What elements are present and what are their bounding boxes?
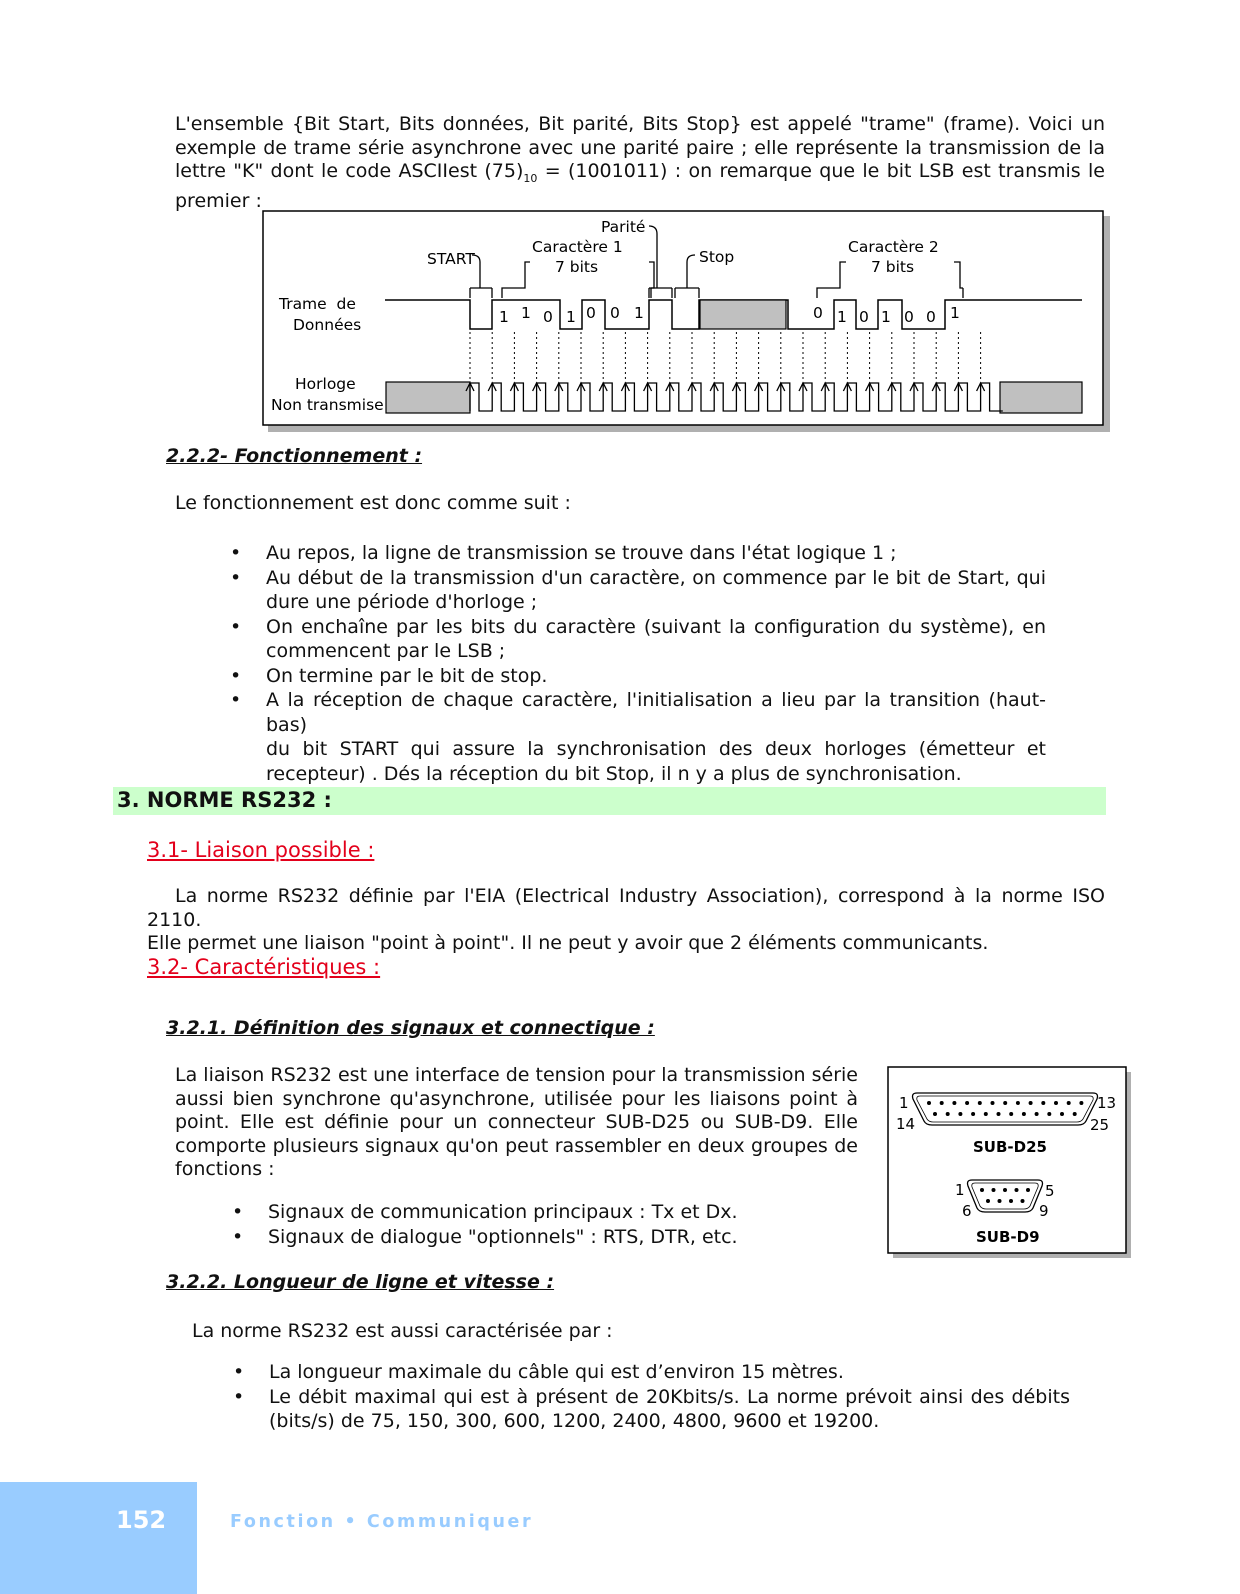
ascii-subscript: 10	[523, 171, 538, 185]
bullet-icon: •	[230, 542, 242, 564]
bullet-text: La longueur maximale du câble qui est d’environ 15 mètres.	[269, 1361, 844, 1383]
heading-3-2-2: 3.2.2. Longueur de ligne et vitesse :	[166, 1271, 555, 1293]
bullet-text: Signaux de communication principaux : Tx et Dx.	[268, 1201, 738, 1223]
liaison-line-2: Elle permet une liaison "point à point". Il ne peut y avoir que 2 éléments communicants.	[147, 932, 989, 954]
bullet-text: recepteur) . Dés la réception du bit Stop, il n y a plus de synchronisation.	[266, 762, 962, 785]
list-item	[233, 1360, 1070, 1385]
label-caractere-1-bits: 7 bits	[555, 258, 599, 276]
list-item	[230, 566, 1046, 615]
bullet-text: Au repos, la ligne de transmission se trouve dans l'état logique 1 ;	[266, 542, 897, 564]
pin-dot	[1073, 1112, 1077, 1116]
bullet-text: dure une période d'horloge ;	[266, 591, 538, 613]
bit1-2: 0	[543, 308, 553, 326]
list-item	[230, 664, 1046, 689]
heading-3-1: 3.1- Liaison possible :	[147, 838, 375, 862]
pin-dot	[927, 1101, 931, 1105]
intro-line-3	[175, 160, 1105, 190]
label-parite: Parité	[601, 218, 646, 236]
intro-line-3-b: = (1001011) : on remarque que le bit LSB est transmis le	[537, 160, 1105, 182]
pin-dot	[1021, 1199, 1025, 1203]
label-caractere-2: Caractère 2	[848, 238, 939, 256]
sub-d25-shell	[913, 1093, 1098, 1125]
bullet-icon: •	[230, 615, 242, 638]
bit1-4: 0	[586, 304, 596, 322]
section-3-title: 3. NORME RS232 :	[117, 788, 332, 812]
bullet-text: Signaux de dialogue "optionnels" : RTS, DTR, etc.	[268, 1225, 738, 1248]
pin-dot	[1009, 1112, 1013, 1116]
pin-dot	[1016, 1101, 1020, 1105]
list-item	[232, 1225, 828, 1250]
fonctionnement-intro: Le fonctionnement est donc comme suit :	[175, 492, 571, 514]
bullet-icon: •	[230, 566, 242, 589]
liaison-paragraph	[147, 885, 1105, 956]
bit2-6: 1	[950, 304, 960, 322]
fonctionnement-list	[230, 541, 1046, 786]
bullet-icon: •	[230, 689, 242, 711]
pin-dot	[1054, 1101, 1058, 1105]
d25-pin-25: 25	[1090, 1116, 1110, 1134]
signaux-line-4: comporte plusieurs signaux qu'on peut rassembler en deux groupes de	[175, 1134, 858, 1157]
bit2-5: 0	[926, 308, 936, 326]
longueur-intro: La norme RS232 est aussi caractérisée par :	[192, 1320, 613, 1342]
label-non-transmise: Non transmise	[271, 396, 384, 414]
signaux-line-3: point. Elle est définie pour un connecteur SUB-D25 ou SUB-D9. Elle	[175, 1111, 858, 1133]
bullet-text: du bit START qui assure la synchronisation des deux horloges (émetteur et	[266, 738, 1046, 760]
pin-dot	[965, 1101, 969, 1105]
sub-d9-label: SUB-D9	[976, 1228, 1040, 1246]
bullet-icon: •	[230, 664, 242, 687]
d9-pin-9: 9	[1039, 1202, 1049, 1220]
label-stop: Stop	[699, 248, 735, 266]
bullet-text: Au début de la transmission d'un caractère, on commence par le bit de Start, qui	[266, 566, 1046, 589]
pin-dot	[1060, 1112, 1064, 1116]
bullet-text: Le débit maximal qui est à présent de 20Kbits/s. La norme prévoit ainsi des débits	[269, 1385, 1070, 1408]
list-item	[232, 1200, 828, 1225]
signaux-list	[232, 1200, 828, 1249]
d25-pin-13: 13	[1097, 1094, 1117, 1112]
pin-dot	[991, 1101, 995, 1105]
intro-line-1: L'ensemble {Bit Start, Bits données, Bit parité, Bits Stop} est appelé "trame" (frame). Voici un	[175, 113, 1105, 135]
bullet-text: On enchaîne par les bits du caractère (suivant la configuration du système), en	[266, 615, 1046, 638]
label-caractere-2-bits: 7 bits	[871, 258, 915, 276]
bit2-3: 1	[881, 308, 891, 326]
pin-dot	[980, 1188, 984, 1192]
pin-dot	[1079, 1101, 1083, 1105]
heading-3-2-1: 3.2.1. Définition des signaux et connectique :	[166, 1017, 655, 1039]
footer-page-box	[0, 1482, 197, 1594]
heading-3-2: 3.2- Caractéristiques :	[147, 955, 381, 979]
bullet-icon: •	[232, 1225, 244, 1248]
pin-dot	[1003, 1188, 1007, 1192]
bullet-text: On termine par le bit de stop.	[266, 664, 548, 687]
bit2-4: 0	[904, 308, 914, 326]
idle-block-data	[700, 300, 786, 329]
d9-pin-5: 5	[1045, 1182, 1055, 1200]
signaux-paragraph	[175, 1064, 858, 1182]
footer-chapter-title: Fonction • Communiquer	[230, 1512, 534, 1532]
d25-pin-14: 14	[896, 1115, 916, 1133]
idle-block-clock-left	[386, 382, 470, 413]
d25-pin-1: 1	[899, 1094, 909, 1112]
signaux-line-2: aussi bien synchrone qu'asynchrone, utilisée pour les liaisons point à	[175, 1087, 858, 1110]
signaux-line-1: La liaison RS232 est une interface de tension pour la transmission série	[175, 1064, 858, 1086]
heading-2-2-2: 2.2.2- Fonctionnement :	[166, 445, 423, 467]
label-donnees: Données	[293, 316, 362, 334]
pin-dot	[984, 1112, 988, 1116]
d9-pin-6: 6	[962, 1202, 972, 1220]
pin-dot	[1009, 1199, 1013, 1203]
pin-dot	[971, 1112, 975, 1116]
section-3-banner	[113, 787, 1106, 815]
list-item	[230, 688, 1046, 786]
pin-dot	[998, 1199, 1002, 1203]
bit2-0: 0	[813, 304, 823, 322]
list-item	[233, 1385, 1070, 1434]
bit1-5: 0	[610, 304, 620, 322]
pin-dot	[992, 1188, 996, 1192]
connectors-figure	[887, 1066, 1133, 1260]
pin-dot	[1003, 1101, 1007, 1105]
pin-dot	[1047, 1112, 1051, 1116]
pin-dot	[1041, 1101, 1045, 1105]
page-number: 152	[116, 1506, 167, 1534]
bit1-3: 1	[566, 308, 576, 326]
label-start: START	[427, 250, 475, 268]
pin-dot	[1067, 1101, 1071, 1105]
bit1-0: 1	[499, 308, 509, 326]
bullet-text: A la réception de chaque caractère, l'initialisation a lieu par la transition (haut-bas)	[266, 689, 1046, 736]
label-trame: Trame de	[279, 295, 356, 313]
intro-line-2: exemple de trame série asynchrone avec une parité paire ; elle représente la transmission de la	[175, 136, 1105, 159]
pin-dot	[933, 1112, 937, 1116]
bullet-icon: •	[233, 1385, 245, 1408]
pin-dot	[958, 1112, 962, 1116]
longueur-list	[233, 1360, 1070, 1434]
frame-diagram	[262, 210, 1114, 436]
label-caractere-1: Caractère 1	[532, 238, 623, 256]
liaison-line-1: La norme RS232 définie par l'EIA (Electrical Industry Association), correspond à la norme ISO 2110.	[147, 885, 1105, 931]
pin-dot	[1022, 1112, 1026, 1116]
list-item	[230, 541, 1046, 566]
bullet-icon: •	[233, 1361, 245, 1383]
intro-line-3-a: lettre "K" dont le code ASCIIest (75)	[175, 160, 524, 182]
pin-dot	[1029, 1101, 1033, 1105]
pin-dot	[1015, 1188, 1019, 1192]
label-horloge: Horloge	[295, 375, 356, 393]
signaux-line-5: fonctions :	[175, 1158, 275, 1180]
pin-dot	[946, 1112, 950, 1116]
bit2-2: 0	[859, 308, 869, 326]
bullet-icon: •	[232, 1201, 244, 1223]
pin-dot	[978, 1101, 982, 1105]
bit1-6: 1	[634, 304, 644, 322]
bullet-text: commencent par le LSB ;	[266, 640, 506, 662]
bit1-1: 1	[521, 304, 531, 322]
bit2-1: 1	[837, 308, 847, 326]
pin-dot	[986, 1199, 990, 1203]
pin-dot	[940, 1101, 944, 1105]
intro-line-4: premier :	[175, 190, 262, 213]
intro-paragraph	[175, 113, 1105, 214]
pin-dot	[952, 1101, 956, 1105]
sub-d25-label: SUB-D25	[973, 1138, 1047, 1156]
idle-block-clock-right	[1000, 382, 1082, 413]
sub-d9-shell	[968, 1180, 1043, 1212]
list-item	[230, 615, 1046, 664]
pin-dot	[1026, 1188, 1030, 1192]
bullet-text: (bits/s) de 75, 150, 300, 600, 1200, 2400, 4800, 9600 et 19200.	[269, 1410, 880, 1432]
d9-pin-1: 1	[955, 1181, 965, 1199]
pin-dot	[1035, 1112, 1039, 1116]
pin-dot	[997, 1112, 1001, 1116]
